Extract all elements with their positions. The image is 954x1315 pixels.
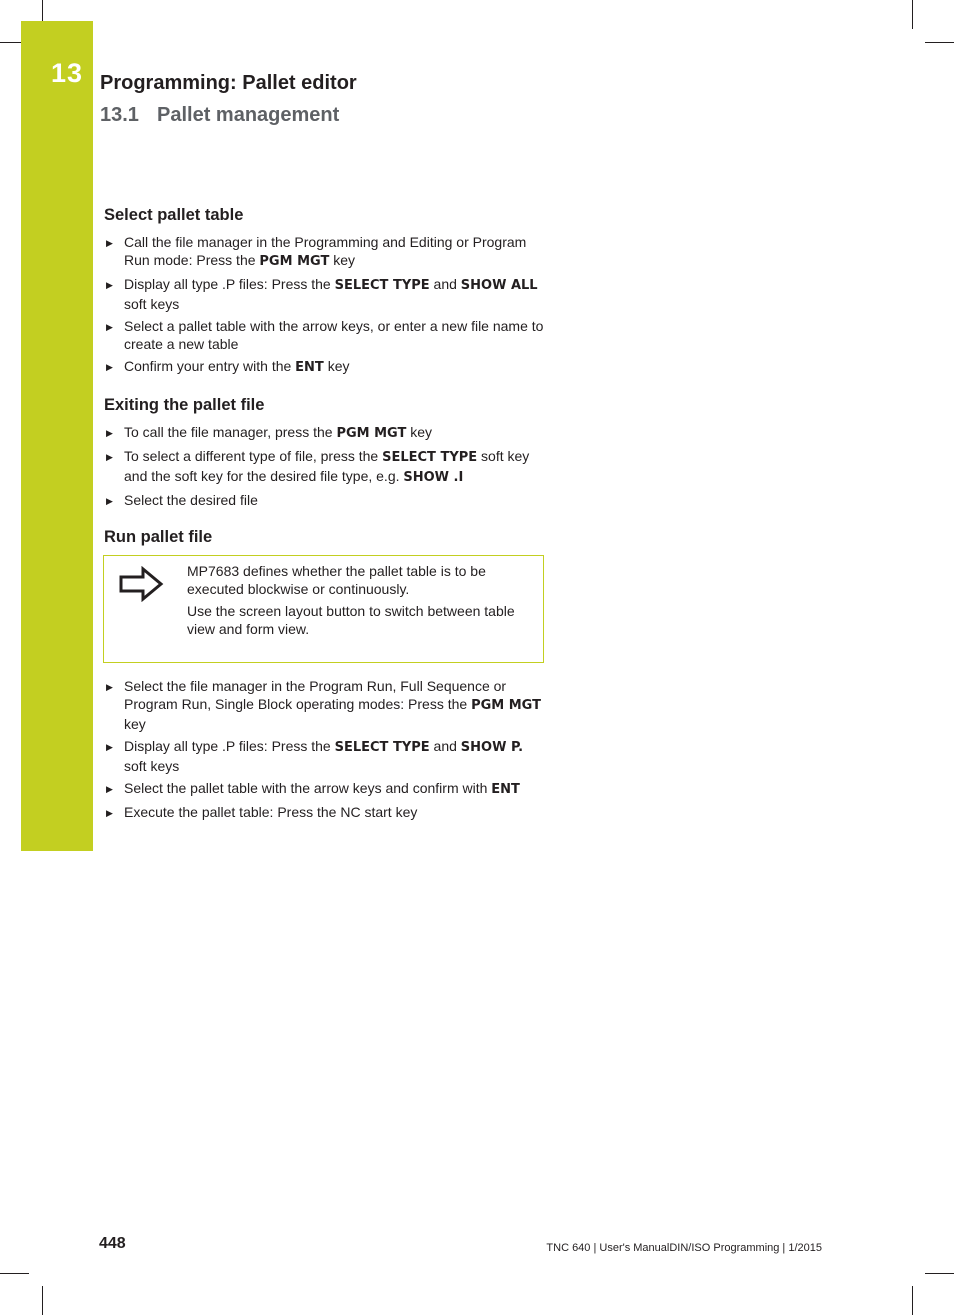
step-text: soft key and the soft key for the desired file type, e.g.: [124, 448, 530, 484]
step-item: [104, 233, 544, 271]
bullet-arrow-icon: ▶: [106, 742, 113, 752]
step-item: [104, 737, 544, 775]
key-name: PGM MGT: [336, 426, 407, 441]
step-text: Select the desired file: [124, 492, 258, 508]
key-name: SELECT TYPE: [334, 278, 430, 293]
step-text: and: [429, 276, 461, 292]
crop-mark: [42, 1286, 43, 1315]
crop-mark: [925, 1273, 954, 1274]
section-number: 13.1: [100, 104, 139, 126]
step-list: [104, 233, 544, 377]
section-title-text: Pallet management: [157, 104, 340, 126]
chapter-side-bar: [21, 21, 93, 851]
step-text: To select a different type of file, press the: [124, 448, 383, 464]
note-paragraph: MP7683 defines whether the pallet table is to be executed blockwise or continuously.: [187, 563, 486, 597]
step-text: key: [124, 716, 146, 732]
step-item: [104, 275, 544, 313]
step-item: [104, 803, 544, 821]
subsection-heading: Exiting the pallet file: [104, 396, 265, 414]
step-text: soft keys: [124, 296, 180, 312]
key-name: SHOW ALL: [460, 278, 538, 293]
step-list: [104, 423, 544, 509]
crop-mark: [0, 1273, 29, 1274]
step-text: Display all type .P files: Press the: [124, 738, 335, 754]
step-text: key: [406, 424, 433, 440]
step-text: Select the file manager in the Program Run, Full Sequence or Program Run, Single Block operating modes: Press the: [124, 678, 507, 712]
key-name: ENT: [491, 782, 520, 797]
crop-mark: [912, 0, 913, 29]
step-text: key: [323, 358, 350, 374]
step-item: [104, 357, 544, 377]
step-text: key: [329, 252, 356, 268]
bullet-arrow-icon: ▶: [106, 238, 113, 248]
step-item: [104, 423, 544, 443]
page-content: [104, 206, 544, 825]
bullet-arrow-icon: ▶: [106, 452, 113, 462]
bullet-arrow-icon: ▶: [106, 280, 113, 290]
step-item: [104, 677, 544, 733]
section-run-pallet-file: [104, 528, 544, 821]
step-text: To call the file manager, press the: [124, 424, 337, 440]
bullet-arrow-icon: ▶: [106, 428, 113, 438]
bullet-arrow-icon: ▶: [106, 362, 113, 372]
key-name: SELECT TYPE: [334, 740, 430, 755]
section-exiting-pallet-file: [104, 396, 544, 509]
key-name: PGM MGT: [471, 698, 541, 713]
bullet-arrow-icon: ▶: [106, 496, 113, 506]
step-text: and: [429, 738, 461, 754]
step-item: [104, 491, 544, 509]
step-text: soft keys: [124, 758, 180, 774]
crop-mark: [912, 1286, 913, 1315]
arrow-right-icon: [118, 566, 164, 602]
bullet-arrow-icon: ▶: [106, 682, 113, 692]
note-paragraph: Use the screen layout button to switch between table view and form view.: [187, 603, 515, 637]
key-name: SHOW .I: [403, 470, 464, 485]
section-title: [100, 104, 339, 127]
chapter-title: Programming: Pallet editor: [100, 72, 357, 94]
crop-mark: [925, 42, 954, 43]
key-name: PGM MGT: [259, 254, 330, 269]
section-select-pallet-table: [104, 206, 544, 377]
page-number: 448: [99, 1235, 126, 1252]
step-text: Select a pallet table with the arrow keys, or enter a new file name to create a new table: [124, 318, 544, 352]
step-text: Call the file manager in the Programming and Editing or Program Run mode: Press the: [124, 234, 527, 268]
step-item: [104, 779, 544, 799]
step-item: [104, 447, 544, 487]
key-name: SELECT TYPE: [382, 450, 478, 465]
subsection-heading: Run pallet file: [104, 528, 213, 546]
bullet-arrow-icon: ▶: [106, 808, 113, 818]
footer-document-info: TNC 640 | User's ManualDIN/ISO Programming | 1/2015: [546, 1242, 822, 1254]
step-text: Display all type .P files: Press the: [124, 276, 335, 292]
bullet-arrow-icon: ▶: [106, 784, 113, 794]
chapter-number: 13: [50, 58, 84, 88]
step-text: Execute the pallet table: Press the NC start key: [124, 804, 418, 820]
step-text: Confirm your entry with the: [124, 358, 296, 374]
step-text: Select the pallet table with the arrow keys and confirm with: [124, 780, 492, 796]
step-item: [104, 317, 544, 353]
key-name: ENT: [295, 360, 324, 375]
bullet-arrow-icon: ▶: [106, 322, 113, 332]
info-note: [103, 555, 544, 663]
key-name: SHOW P.: [460, 740, 524, 755]
subsection-heading: Select pallet table: [104, 206, 244, 224]
step-list: [104, 677, 544, 821]
